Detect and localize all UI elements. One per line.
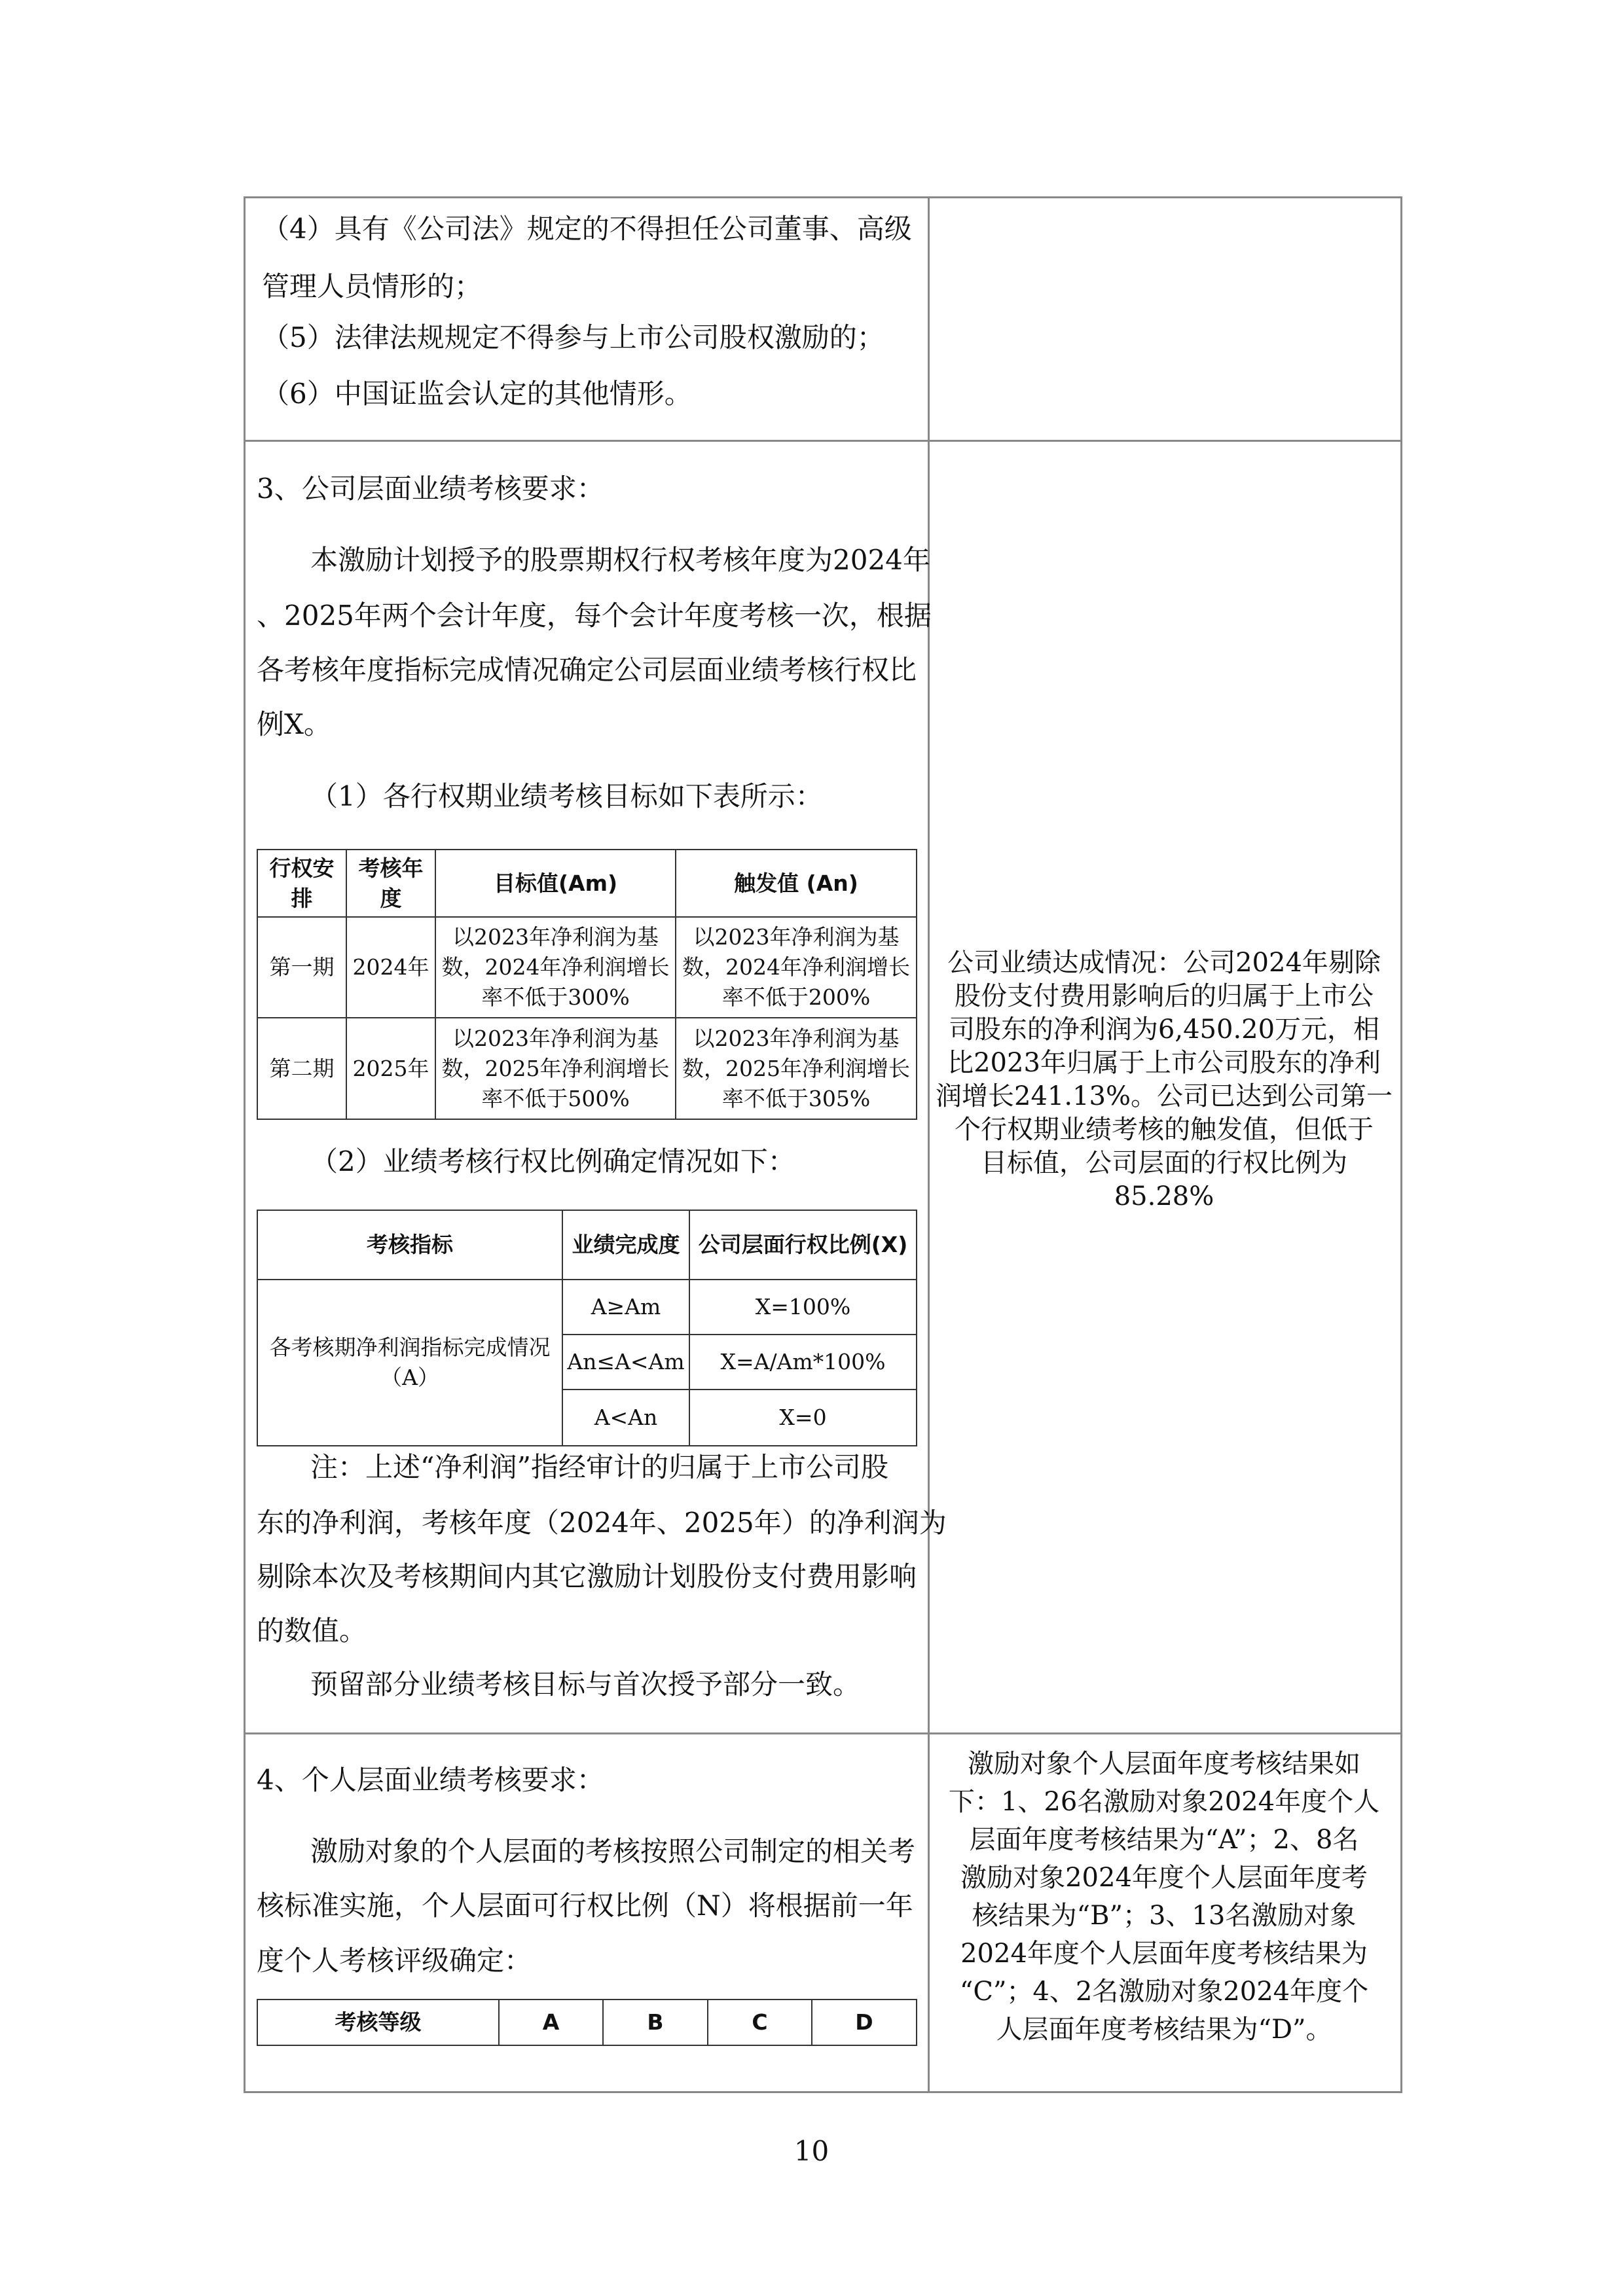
table2-r2-completion: An≤A<Am	[562, 1335, 689, 1390]
table1-header-year: 考核年度	[346, 850, 435, 917]
row-divider-2	[244, 1732, 1402, 1734]
table3-header-d: D	[812, 2000, 917, 2045]
subsection-2-heading: （2）业绩考核行权比例确定情况如下：	[310, 1145, 795, 1177]
table1-r1-trigger: 以2023年净利润为基数，2024年净利润增长率不低于200%	[676, 917, 917, 1018]
row2-para-line-4: 例X。	[257, 708, 331, 740]
individual-result-line-2: 下：1、26名激励对象2024年度个人	[948, 1787, 1380, 1817]
table2-header-ratio: 公司层面行权比例(X)	[689, 1210, 917, 1280]
row2-para-line-3: 各考核年度指标完成情况确定公司层面业绩考核行权比	[257, 654, 917, 686]
individual-result-line-8: 人层面年度考核结果为“D”。	[996, 2015, 1332, 2045]
frame-right-border	[1400, 196, 1402, 2093]
row1-item-4: （6）中国证监会认定的其他情形。	[262, 378, 692, 410]
table-row	[257, 917, 917, 1018]
individual-result-line-4: 激励对象2024年度个人层面年度考	[960, 1863, 1368, 1893]
performance-result-line-2: 股份支付费用影响后的归属于上市公	[955, 981, 1374, 1011]
table2-r3-ratio: X=0	[689, 1390, 917, 1446]
table2-header-indicator: 考核指标	[257, 1210, 562, 1280]
table1-r1-target: 以2023年净利润为基数，2024年净利润增长率不低于300%	[435, 917, 676, 1018]
note-line-3: 剔除本次及考核期间内其它激励计划股份支付费用影响	[257, 1560, 917, 1592]
table1-r1-arrangement: 第一期	[257, 917, 346, 1018]
table2-header-completion: 业绩完成度	[562, 1210, 689, 1280]
table1-header-target: 目标值(Am)	[435, 850, 676, 917]
individual-result-line-3: 层面年度考核结果为“A”；2、8名	[969, 1825, 1359, 1855]
table3-header-grade: 考核等级	[257, 2000, 499, 2045]
exercise-ratio-table	[257, 1210, 917, 1446]
table2-r3-completion: A<An	[562, 1390, 689, 1446]
frame-left-border	[244, 196, 246, 2093]
row1-item-1: （4）具有《公司法》规定的不得担任公司董事、高级	[262, 213, 912, 245]
row3-para-line-2: 核标准实施，个人层面可行权比例（N）将根据前一年	[257, 1890, 913, 1922]
reserve-statement: 预留部分业绩考核目标与首次授予部分一致。	[310, 1668, 861, 1700]
performance-result-line-7: 目标值，公司层面的行权比例为	[981, 1148, 1347, 1178]
individual-result-line-1: 激励对象个人层面年度考核结果如	[968, 1749, 1360, 1779]
row2-para-line-2: 、2025年两个会计年度，每个会计年度考核一次，根据	[257, 600, 932, 632]
subsection-1-heading: （1）各行权期业绩考核目标如下表所示：	[310, 780, 823, 812]
individual-result-line-5: 核结果为“B”；3、13名激励对象	[972, 1901, 1357, 1931]
table1-r2-target: 以2023年净利润为基数，2025年净利润增长率不低于500%	[435, 1018, 676, 1119]
table2-r2-ratio: X=A/Am*100%	[689, 1335, 917, 1390]
performance-result-line-4: 比2023年归属于上市公司股东的净利	[947, 1048, 1381, 1078]
table1-r2-arrangement: 第二期	[257, 1018, 346, 1119]
table2-r1-completion: A≥Am	[562, 1280, 689, 1335]
table2-indicator: 各考核期净利润指标完成情况（A）	[257, 1280, 562, 1446]
section-4-heading: 4、个人层面业绩考核要求：	[257, 1764, 604, 1796]
exercise-target-table	[257, 849, 917, 1120]
section-3-heading: 3、公司层面业绩考核要求：	[257, 473, 604, 505]
performance-result-line-8: 85.28%	[1114, 1181, 1214, 1211]
table1-header-trigger: 触发值 (An)	[676, 850, 917, 917]
row-divider-1	[244, 440, 1402, 442]
table-row	[257, 1018, 917, 1119]
performance-result-line-5: 润增长241.13%。公司已达到公司第一	[936, 1081, 1393, 1111]
note-line-4: 的数值。	[257, 1615, 367, 1647]
assessment-grade-table	[257, 1999, 917, 2046]
column-divider	[928, 196, 930, 2093]
table1-r2-trigger: 以2023年净利润为基数，2025年净利润增长率不低于305%	[676, 1018, 917, 1119]
table1-r2-year: 2025年	[346, 1018, 435, 1119]
frame-bottom-border	[244, 2091, 1402, 2093]
frame-top-border	[244, 196, 1402, 198]
table-row	[257, 1280, 917, 1335]
row3-para-line-3: 度个人考核评级确定：	[257, 1945, 532, 1977]
individual-result-line-6: 2024年度个人层面年度考核结果为	[960, 1939, 1368, 1969]
table3-header-b: B	[603, 2000, 708, 2045]
table1-header-arrangement: 行权安排	[257, 850, 346, 917]
row2-para-line-1: 本激励计划授予的股票期权行权考核年度为2024年	[310, 544, 930, 576]
row3-para-line-1: 激励对象的个人层面的考核按照公司制定的相关考	[310, 1835, 916, 1867]
row1-item-2: 管理人员情形的；	[262, 270, 483, 302]
page-number: 10	[793, 2135, 830, 2167]
performance-result-line-1: 公司业绩达成情况：公司2024年剔除	[947, 948, 1381, 978]
note-line-1: 注：上述“净利润”指经审计的归属于上市公司股	[310, 1451, 888, 1483]
row1-item-3: （5）法律法规规定不得参与上市公司股权激励的；	[262, 321, 884, 353]
performance-result-line-3: 司股东的净利润为6,450.20万元，相	[948, 1014, 1380, 1045]
table1-r1-year: 2024年	[346, 917, 435, 1018]
note-line-2: 东的净利润，考核年度（2024年、2025年）的净利润为	[257, 1507, 947, 1539]
table3-header-a: A	[499, 2000, 603, 2045]
table2-r1-ratio: X=100%	[689, 1280, 917, 1335]
performance-result-line-6: 个行权期业绩考核的触发值，但低于	[955, 1115, 1374, 1145]
table3-header-c: C	[708, 2000, 812, 2045]
individual-result-line-7: “C”；4、2名激励对象2024年度个	[959, 1977, 1369, 2007]
